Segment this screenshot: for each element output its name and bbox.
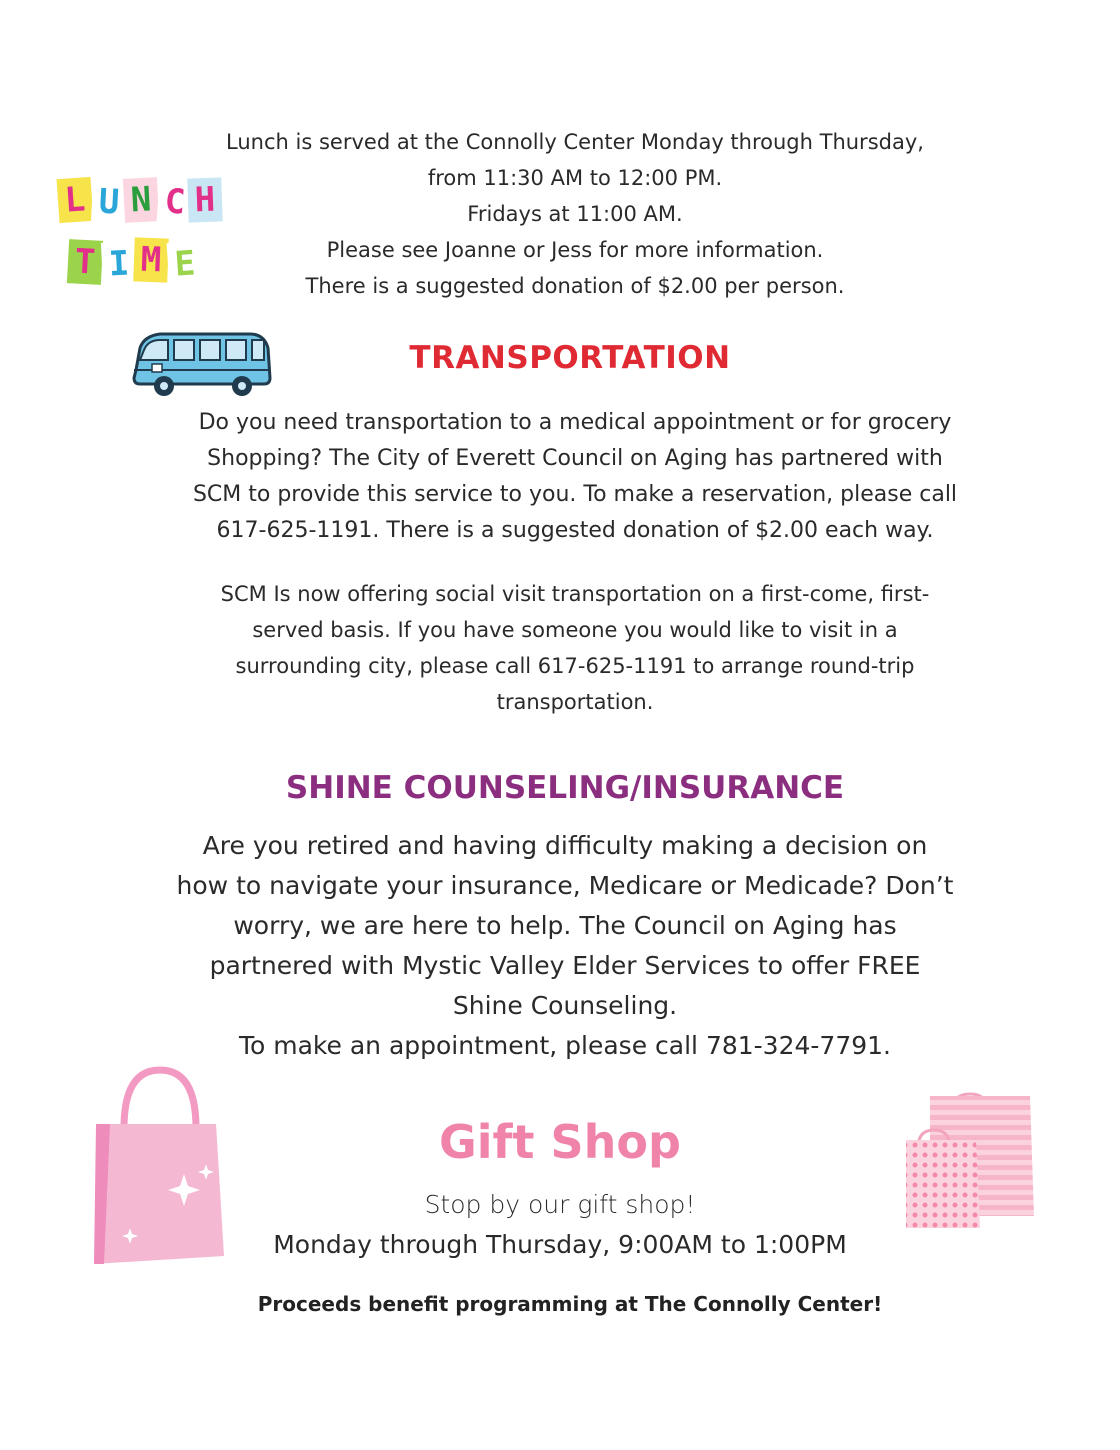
gift-shop-heading: Gift Shop: [439, 1115, 681, 1169]
lunch-line: There is a suggested donation of $2.00 per person.: [305, 274, 845, 298]
transportation-paragraph-1: [110, 405, 1040, 549]
lunch-info: [150, 124, 1000, 304]
paragraph-line: Are you retired and having difficulty making a decision on: [202, 831, 928, 860]
paragraph-line: how to navigate your insurance, Medicare or Medicade? Don’t: [176, 871, 954, 900]
logo-letter: E: [167, 241, 204, 287]
lunch-line: from 11:30 AM to 12:00 PM.: [427, 166, 723, 190]
paragraph-line: Do you need transportation to a medical appointment or for grocery: [198, 410, 952, 435]
gift-shop-footer: Proceeds benefit programming at The Connolly Center!: [257, 1292, 883, 1316]
paragraph-line: To make an appointment, please call 781-324-7791.: [238, 1031, 891, 1060]
paragraph-line: transportation.: [496, 690, 654, 714]
logo-letter: L: [57, 177, 94, 223]
logo-letter: U: [91, 179, 127, 225]
lunch-line: Please see Joanne or Jess for more information.: [326, 238, 824, 262]
paragraph-line: served basis. If you have someone you would like to visit in a: [252, 618, 898, 642]
gift-bags-icon: [900, 1090, 1040, 1230]
logo-letter: I: [101, 241, 137, 287]
logo-letter: N: [123, 177, 159, 223]
transportation-paragraph-2: [110, 576, 1040, 720]
paragraph-line: SCM to provide this service to you. To make a reservation, please call: [192, 482, 958, 507]
transportation-heading: TRANSPORTATION: [409, 340, 731, 376]
logo-letter: C: [157, 179, 194, 225]
paragraph-line: worry, we are here to help. The Council on Aging has: [233, 911, 897, 940]
logo-letter: H: [187, 177, 223, 222]
lunch-line: Fridays at 11:00 AM.: [467, 202, 683, 226]
paragraph-line: SCM Is now offering social visit transportation on a first-come, first-: [220, 582, 930, 606]
paragraph-line: partnered with Mystic Valley Elder Services to offer FREE: [209, 951, 921, 980]
logo-letter: T: [67, 239, 103, 285]
shine-heading: SHINE COUNSELING/INSURANCE: [285, 770, 845, 806]
paragraph-line: surrounding city, please call 617-625-1191 to arrange round-trip: [235, 654, 915, 678]
paragraph-line: 617-625-1191. There is a suggested donation of $2.00 each way.: [216, 518, 934, 543]
paragraph-line: Shopping? The City of Everett Council on Aging has partnered with: [207, 446, 943, 471]
shine-paragraph: [90, 826, 1040, 1066]
van-icon: [130, 330, 276, 398]
gift-shop-hours: Monday through Thursday, 9:00AM to 1:00PM: [273, 1230, 847, 1259]
gift-shop-invite: Stop by our gift shop!: [424, 1190, 696, 1219]
paragraph-line: Shine Counseling.: [452, 991, 678, 1020]
logo-letter: M: [133, 237, 169, 282]
lunch-line: Lunch is served at the Connolly Center Monday through Thursday,: [226, 130, 924, 154]
